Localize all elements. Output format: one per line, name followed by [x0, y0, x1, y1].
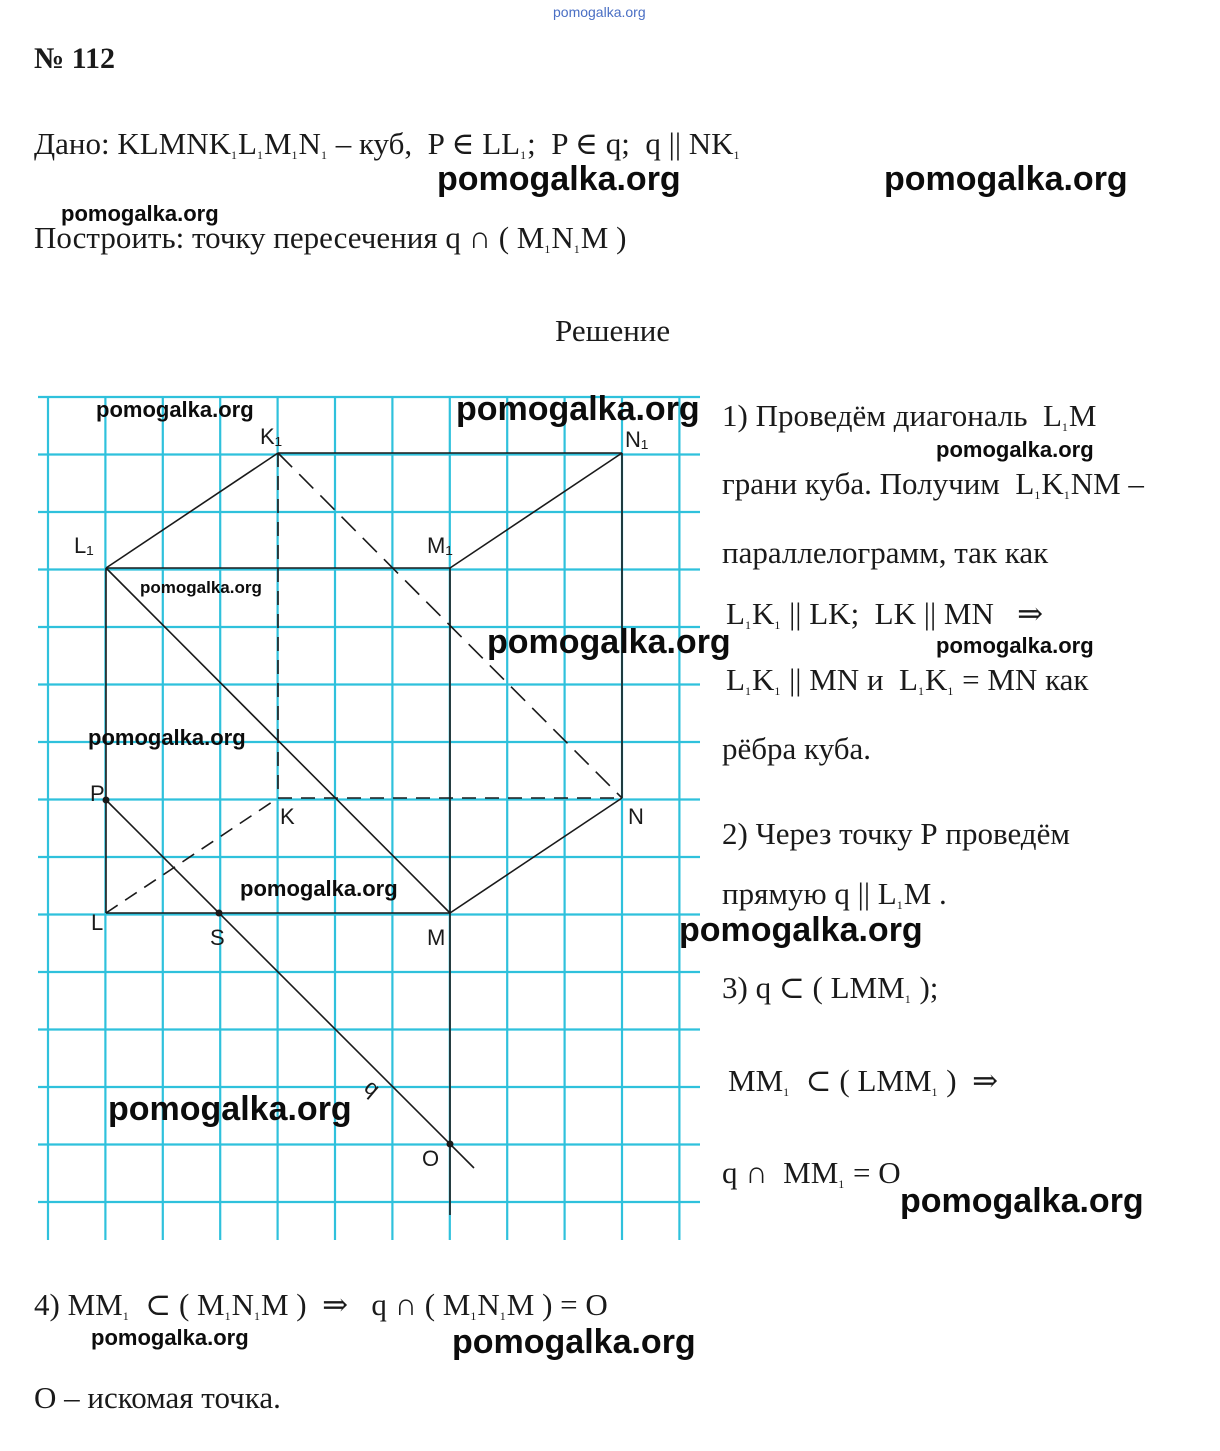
step4-text-a: 4)	[34, 1287, 60, 1322]
word-as: как	[1045, 662, 1089, 697]
step1-text-b: грани куба. Получим	[722, 466, 1000, 501]
step2-text-b: прямую	[722, 876, 827, 911]
step1-line1: 1) Проведём диагональ $L_1M$	[722, 398, 1097, 434]
label-S: S	[210, 925, 225, 950]
watermark-13[interactable]: pomogalka.org	[108, 1090, 352, 1128]
watermark-7[interactable]: pomogalka.org	[140, 578, 262, 597]
step1-line3: параллелограмм, так как	[722, 535, 1049, 570]
watermark-1[interactable]: pomogalka.org	[437, 160, 681, 198]
step4-line: 4) $MM_1$ ⊂ ( $M_1N_1M$ ) ⇒ q ∩ ( $M_1N_1M$ ) = O	[34, 1287, 608, 1323]
label-N: N	[628, 804, 644, 829]
build-line: Построить: точку пересечения q ∩ ( $M_1N_1M$ )	[34, 220, 627, 256]
given-label: Дано:	[34, 126, 110, 161]
edge-L1K1	[106, 453, 278, 568]
step3-line1: 3) q ⊂ ( $LMM_1$ );	[722, 970, 939, 1006]
watermark-15[interactable]: pomogalka.org	[91, 1325, 249, 1350]
build-label: Построить:	[34, 220, 185, 255]
watermark-14[interactable]: pomogalka.org	[900, 1182, 1144, 1220]
label-O: O	[422, 1146, 440, 1171]
label-L: L	[91, 910, 104, 935]
watermark-3[interactable]: pomogalka.org	[61, 201, 219, 226]
watermark-2[interactable]: pomogalka.org	[884, 160, 1128, 198]
problem-number: № 112	[34, 42, 115, 75]
label-q: q	[359, 1074, 386, 1102]
watermark-16[interactable]: pomogalka.org	[452, 1323, 696, 1361]
word-and: и	[866, 662, 884, 697]
solution-heading: Решение	[555, 313, 671, 348]
build-text: точку пересечения	[191, 220, 438, 255]
step1-line4: $L_1K_1$ || LK; LK || MN ⇒	[726, 596, 1044, 632]
edge-M1N1	[450, 453, 622, 568]
label-K1: K₁	[260, 424, 283, 449]
step1-text-a: 1) Проведём диагональ	[722, 398, 1028, 433]
step2-line1: 2) Через точку Р проведём	[722, 816, 1070, 851]
watermark-9[interactable]: pomogalka.org	[936, 633, 1094, 658]
point-S	[216, 910, 223, 917]
conclusion: О – искомая точка.	[34, 1380, 281, 1415]
point-O	[447, 1141, 454, 1148]
label-K: K	[280, 804, 295, 829]
label-M: M	[427, 925, 446, 950]
watermark-4[interactable]: pomogalka.org	[96, 397, 254, 422]
watermark-8[interactable]: pomogalka.org	[487, 623, 731, 661]
step3-text-a: 3)	[722, 970, 748, 1005]
step1-line2: грани куба. Получим $L_1K_1NM$ –	[722, 466, 1144, 502]
step2-line2: прямую q || $L_1M$ .	[722, 876, 947, 912]
step3-line3: q ∩ $MM_1 = O$	[722, 1155, 901, 1191]
step3-line2: $MM_1$ ⊂ ( $LMM_1$ ) ⇒	[728, 1063, 999, 1099]
step1-line5: $L_1K_1$ || MN и $L_1K_1$ = MN как	[726, 662, 1089, 698]
label-M1: M₁	[427, 533, 453, 558]
given-line: Дано: $KLMNK_1L_1M_1N_1$ – куб, P ∈ $LL_1$; P ∈ q; q || $NK_1$	[34, 126, 740, 162]
label-N1: N₁	[625, 427, 649, 452]
label-L1: L₁	[74, 533, 94, 558]
watermark-6[interactable]: pomogalka.org	[936, 437, 1094, 462]
watermark-10[interactable]: pomogalka.org	[88, 725, 246, 750]
watermark-5[interactable]: pomogalka.org	[456, 390, 700, 428]
label-P: P	[90, 781, 105, 806]
watermark-12[interactable]: pomogalka.org	[679, 911, 923, 949]
step1-line6: рёбра куба.	[722, 731, 872, 766]
top-watermark[interactable]: pomogalka.org	[553, 4, 646, 20]
edge-MN	[450, 798, 622, 913]
watermark-11[interactable]: pomogalka.org	[240, 876, 398, 901]
